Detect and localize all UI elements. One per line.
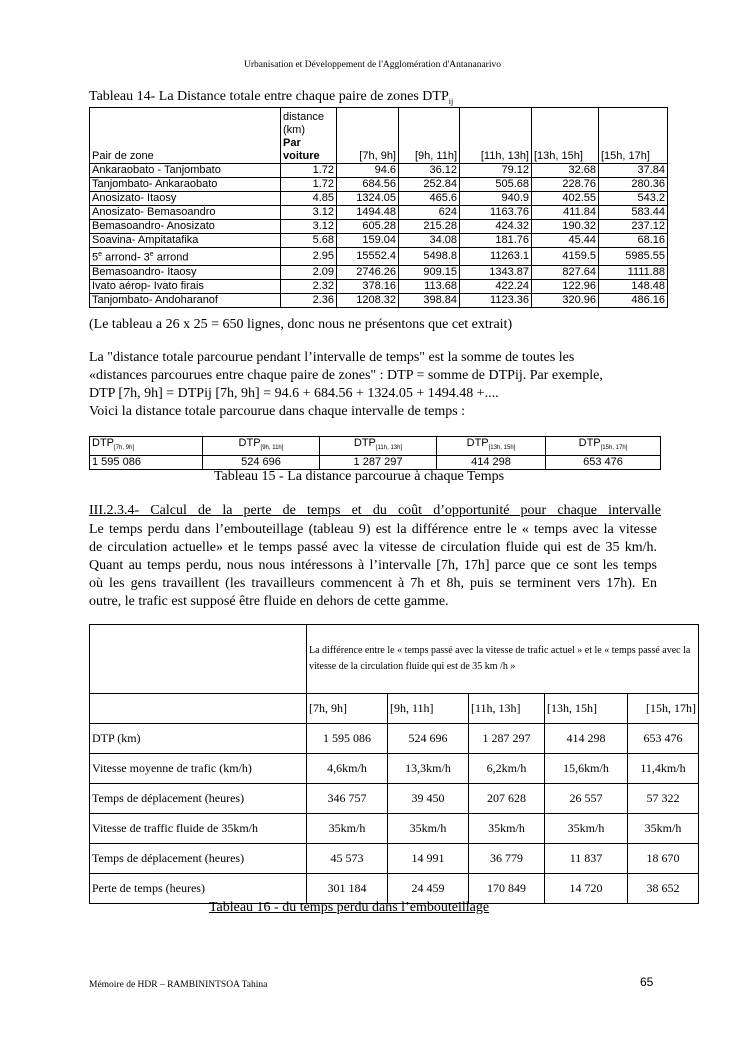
table-cell: 1494.48 bbox=[337, 206, 399, 220]
table-cell: 424.32 bbox=[460, 220, 532, 234]
table-row bbox=[90, 192, 668, 206]
table-row bbox=[90, 206, 668, 220]
table-16-cell: 13,3km/h bbox=[388, 754, 469, 784]
table-cell: 181.76 bbox=[460, 234, 532, 248]
table-cell-distance: 3.12 bbox=[281, 206, 337, 220]
table-cell-pair: Ivato aérop- Ivato firais bbox=[90, 279, 281, 293]
table-16-row-label: Vitesse moyenne de trafic (km/h) bbox=[90, 754, 307, 784]
table-cell: 228.76 bbox=[532, 178, 599, 192]
table-16-cell: 14 991 bbox=[388, 844, 469, 874]
table-cell: 486.16 bbox=[599, 293, 668, 307]
table-cell: 827.64 bbox=[532, 265, 599, 279]
table-16-row-label: Temps de déplacement (heures) bbox=[90, 784, 307, 814]
table-cell-distance: 5.68 bbox=[281, 234, 337, 248]
table-cell: 940.9 bbox=[460, 192, 532, 206]
table-16-row-label: Vitesse de traffic fluide de 35km/h bbox=[90, 814, 307, 844]
table-header-col: [13h, 15h] bbox=[532, 108, 599, 164]
table-16-cell: 35km/h bbox=[545, 814, 628, 844]
table-16-cell: 207 628 bbox=[469, 784, 545, 814]
table-row bbox=[90, 220, 668, 234]
table-header-distance: distance (km) Par voiture bbox=[281, 108, 337, 164]
table-cell-distance: 1.72 bbox=[281, 178, 337, 192]
table-cell: 280.36 bbox=[599, 178, 668, 192]
table-15-caption: Tableau 15 - La distance parcourue à chaque Temps bbox=[213, 469, 505, 484]
table-row bbox=[90, 265, 668, 279]
table-cell: 624 bbox=[399, 206, 460, 220]
table-row bbox=[90, 279, 668, 293]
table-16-col: [7h, 9h] bbox=[307, 694, 388, 724]
table-header-col: [11h, 13h] bbox=[460, 108, 532, 164]
table-16-cell: 39 450 bbox=[388, 784, 469, 814]
table-header-col: [7h, 9h] bbox=[337, 108, 399, 164]
table-16-cell: 653 476 bbox=[628, 724, 699, 754]
table-cell-pair: Bemasoandro- Anosizato bbox=[90, 220, 281, 234]
table-cell: 79.12 bbox=[460, 164, 532, 178]
table-16-cell: 414 298 bbox=[545, 724, 628, 754]
table-15-cell: 1 595 086 bbox=[90, 456, 203, 470]
table-16-header-text: La différence entre le « temps passé avec la vitesse de trafic actuel » et le « temps passé avec la vitesse de la circulation fluide qui est de 35 km /h » bbox=[307, 625, 699, 694]
table-16-row-label: DTP (km) bbox=[90, 724, 307, 754]
table-16-cell: 11,4km/h bbox=[628, 754, 699, 784]
table-cell-distance: 2.32 bbox=[281, 279, 337, 293]
table-15-header: $DTP_{[13h, 15h]}$ bbox=[437, 437, 546, 456]
table-cell-distance: 1.72 bbox=[281, 164, 337, 178]
table-16-cell: 35km/h bbox=[307, 814, 388, 844]
table-row bbox=[90, 248, 668, 266]
table-15-cell: 1 287 297 bbox=[320, 456, 437, 470]
table-cell: 402.55 bbox=[532, 192, 599, 206]
table-16-cell: 11 837 bbox=[545, 844, 628, 874]
table-16-cell: 4,6km/h bbox=[307, 754, 388, 784]
table-15-header: $DTP_{[15h, 17h]}$ bbox=[546, 437, 661, 456]
table-cell: 398.84 bbox=[399, 293, 460, 307]
table-row bbox=[90, 164, 668, 178]
table-header-col: [15h, 17h] bbox=[599, 108, 668, 164]
table-16-cell: 14 720 bbox=[545, 874, 628, 904]
table-row bbox=[90, 178, 668, 192]
page-number: 65 bbox=[640, 975, 654, 989]
table-cell: 1324.05 bbox=[337, 192, 399, 206]
table-cell: 1163.76 bbox=[460, 206, 532, 220]
table-16-cell: 36 779 bbox=[469, 844, 545, 874]
table-header-pair: Pair de zone bbox=[90, 108, 281, 164]
table-16-cell: 15,6km/h bbox=[545, 754, 628, 784]
table-cell: 37.84 bbox=[599, 164, 668, 178]
table-cell: 113.68 bbox=[399, 279, 460, 293]
table-cell-pair: Anosizato- Itaosy bbox=[90, 192, 281, 206]
table-cell-pair: Tanjombato- Ankaraobato bbox=[90, 178, 281, 192]
table-cell: 909.15 bbox=[399, 265, 460, 279]
section-heading: III.2.3.4- Calcul de la perte de temps et du coût d’opportunité pour chaque intervalle bbox=[89, 503, 661, 518]
table-16-cell: 35km/h bbox=[469, 814, 545, 844]
table-row bbox=[90, 784, 699, 814]
table-cell-pair: Soavina- Ampitatafika bbox=[90, 234, 281, 248]
table-cell: 68.16 bbox=[599, 234, 668, 248]
table-cell: 605.28 bbox=[337, 220, 399, 234]
table-16-cell: 18 670 bbox=[628, 844, 699, 874]
table-cell: 32.68 bbox=[532, 164, 599, 178]
table-16-row-label: Temps de déplacement (heures) bbox=[90, 844, 307, 874]
table-16-caption: Tableau 16 - du temps perdu dans l’embouteillage bbox=[208, 900, 490, 915]
table-cell-pair: Bemasoandro- Itaosy bbox=[90, 265, 281, 279]
table-16-cell: 38 652 bbox=[628, 874, 699, 904]
table-16-cell: 35km/h bbox=[388, 814, 469, 844]
table-row bbox=[90, 754, 699, 784]
table-cell-distance: 3.12 bbox=[281, 220, 337, 234]
table-cell-pair: Tanjombato- Andoharanof bbox=[90, 293, 281, 307]
table-16-cell: 26 557 bbox=[545, 784, 628, 814]
table-cell: 684.56 bbox=[337, 178, 399, 192]
table-cell-pair: 5e arrond- 3e arrond bbox=[90, 248, 281, 266]
table-15-header: $DTP_{[11h, 13h]}$ bbox=[320, 437, 437, 456]
table-16-cell: 57 322 bbox=[628, 784, 699, 814]
table-cell-pair: Ankaraobato - Tanjombato bbox=[90, 164, 281, 178]
table-16-cell: 170 849 bbox=[469, 874, 545, 904]
table-cell: 252.84 bbox=[399, 178, 460, 192]
table-15 bbox=[89, 436, 661, 470]
paragraph-dtp-definition: La "distance totale parcourue pendant l’intervalle de temps" est la somme de toutes les «distances parcourues entre chaque paire de zones" : DTP = somme de DTPij. Par exemple, DTP [7h, 9h] = DTPij [7h, 9h] = 94.6 + 684.56 + 1324.05 + 1494.48 +.... Voici la distance totale parcourue dans chaque intervalle de temps : bbox=[89, 350, 603, 419]
table-15-cell: 414 298 bbox=[437, 456, 546, 470]
table-15-cell: 524 696 bbox=[203, 456, 320, 470]
table-cell: 422.24 bbox=[460, 279, 532, 293]
table-cell: 190.32 bbox=[532, 220, 599, 234]
table-cell: 36.12 bbox=[399, 164, 460, 178]
table-16-col: [15h, 17h] bbox=[628, 694, 699, 724]
table-header-col: [9h, 11h] bbox=[399, 108, 460, 164]
table-row bbox=[90, 814, 699, 844]
table-cell: 45.44 bbox=[532, 234, 599, 248]
table-cell: 411.84 bbox=[532, 206, 599, 220]
paragraph-lost-time: Le temps perdu dans l’embouteillage (tableau 9) est la différence entre le « temps avec la vitesse de circulation actuelle» et le temps passé avec la vitesse de circulation fluide qui est de 35 km/h. Quant au temps perdu, nous nous intéressons à l’intervalle [7h, 17h] parce que ce sont les temps où les gens travaillent (les travailleurs commencent à 7h et 8h, puis se terminent vers 17h). En outre, le trafic est supposé être fluide en dehors de cette gamme. bbox=[89, 522, 657, 609]
table-cell: 1208.32 bbox=[337, 293, 399, 307]
table-row bbox=[90, 293, 668, 307]
table-cell: 1123.36 bbox=[460, 293, 532, 307]
table-cell: 34.08 bbox=[399, 234, 460, 248]
table-row bbox=[90, 234, 668, 248]
table-16-cell: 6,2km/h bbox=[469, 754, 545, 784]
table-16-empty-corner bbox=[90, 625, 307, 694]
table-cell: 215.28 bbox=[399, 220, 460, 234]
table-15-header: $DTP_{[9h, 11h]}$ bbox=[203, 437, 320, 456]
table-cell: 1111.88 bbox=[599, 265, 668, 279]
table-cell: 159.04 bbox=[337, 234, 399, 248]
table-16-col: [9h, 11h] bbox=[388, 694, 469, 724]
table-cell: 5985.55 bbox=[599, 248, 668, 266]
table-cell-pair: Anosizato- Bemasoandro bbox=[90, 206, 281, 220]
table-16-cell: 301 184 bbox=[307, 874, 388, 904]
table-cell: 5498.8 bbox=[399, 248, 460, 266]
table-cell: 583.44 bbox=[599, 206, 668, 220]
table-16-row-label: Perte de temps (heures) bbox=[90, 874, 307, 904]
table-cell: 1343.87 bbox=[460, 265, 532, 279]
table-cell: 2746.26 bbox=[337, 265, 399, 279]
table-row bbox=[90, 724, 699, 754]
table-row bbox=[90, 844, 699, 874]
table-cell-distance: 4.85 bbox=[281, 192, 337, 206]
table-15-header: $DTP_{[7h, 9h]}$ bbox=[90, 437, 203, 456]
table-14-note: (Le tableau a 26 x 25 = 650 lignes, donc nous ne présentons que cet extrait) bbox=[89, 317, 513, 332]
table-cell: 94.6 bbox=[337, 164, 399, 178]
running-header: Urbanisation et Développement de l'Agglomération d'Antananarivo bbox=[244, 60, 501, 70]
table-16 bbox=[89, 624, 699, 904]
table-14-title: Tableau 14- La Distance totale entre chaque paire de zones $DTP_{ij}$ bbox=[89, 89, 454, 106]
table-cell-distance: 2.36 bbox=[281, 293, 337, 307]
table-15-cell: 653 476 bbox=[546, 456, 661, 470]
table-16-cell: 1 595 086 bbox=[307, 724, 388, 754]
table-16-cell: 524 696 bbox=[388, 724, 469, 754]
table-cell: 237.12 bbox=[599, 220, 668, 234]
table-cell: 543.2 bbox=[599, 192, 668, 206]
table-cell: 465.6 bbox=[399, 192, 460, 206]
table-cell: 122.96 bbox=[532, 279, 599, 293]
table-cell: 15552.4 bbox=[337, 248, 399, 266]
table-16-cell: 45 573 bbox=[307, 844, 388, 874]
table-cell: 505.68 bbox=[460, 178, 532, 192]
table-16-cell: 346 757 bbox=[307, 784, 388, 814]
table-16-cell: 35km/h bbox=[628, 814, 699, 844]
table-14 bbox=[89, 107, 668, 308]
table-row bbox=[90, 874, 699, 904]
table-cell: 11263.1 bbox=[460, 248, 532, 266]
table-cell-distance: 2.95 bbox=[281, 248, 337, 266]
footer-author: Mémoire de HDR – RAMBININTSOA Tahina bbox=[89, 980, 268, 990]
table-16-cell: 1 287 297 bbox=[469, 724, 545, 754]
table-cell: 320.96 bbox=[532, 293, 599, 307]
table-16-col: [11h, 13h] bbox=[469, 694, 545, 724]
table-16-col: [13h, 15h] bbox=[545, 694, 628, 724]
table-cell: 4159.5 bbox=[532, 248, 599, 266]
table-cell: 148.48 bbox=[599, 279, 668, 293]
table-cell: 378.16 bbox=[337, 279, 399, 293]
table-16-cell: 24 459 bbox=[388, 874, 469, 904]
table-cell-distance: 2.09 bbox=[281, 265, 337, 279]
